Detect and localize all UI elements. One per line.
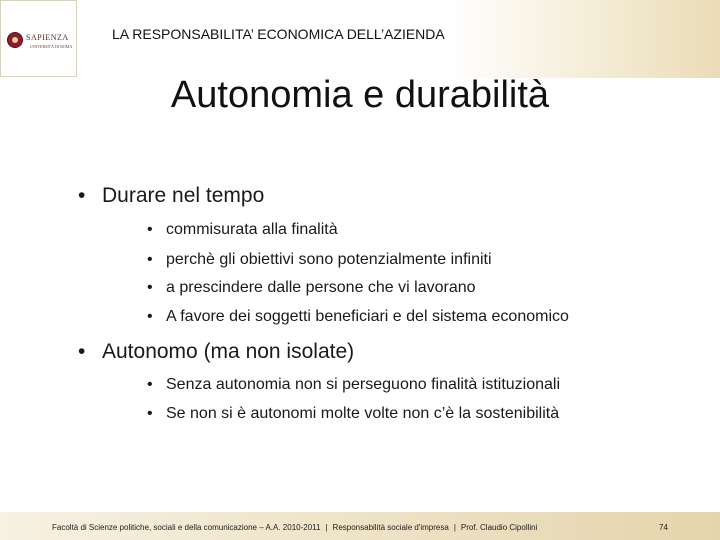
bullet-dot: • <box>147 405 153 422</box>
bullet-dot: • <box>147 279 153 296</box>
bullet-dot: • <box>78 184 86 207</box>
university-logo <box>0 0 77 77</box>
header-title: LA RESPONSABILITA’ ECONOMICA DELL’AZIENDA <box>112 26 445 42</box>
seal-icon <box>7 32 23 48</box>
sub-bullet-item <box>147 376 560 394</box>
bullet-item <box>78 340 354 364</box>
sub-bullet-text: commisurata alla finalità <box>166 221 338 238</box>
bullet-dot: • <box>147 376 153 393</box>
logo-subtitle: UNIVERSITÀ DI ROMA <box>30 44 73 49</box>
sub-bullet-item <box>147 405 559 423</box>
footer-faculty: Facoltà di Scienze politiche, sociali e della comunicazione – A.A. 2010-2011 <box>52 523 321 532</box>
slide-title: Autonomia e durabilità <box>170 74 550 116</box>
bullet-text: Durare nel tempo <box>102 184 265 207</box>
sub-bullet-text: a prescindere dalle persone che vi lavorano <box>166 279 476 296</box>
bullet-item <box>78 184 264 208</box>
bullet-dot: • <box>78 340 86 363</box>
sub-bullet-text: Se non si è autonomi molte volte non c’è la sostenibilità <box>166 405 560 422</box>
footer-professor: Prof. Claudio Cipollini <box>460 523 538 532</box>
sub-bullet-item <box>147 279 476 297</box>
sub-bullet-item <box>147 251 492 269</box>
footer-text <box>52 523 537 532</box>
footer-separator: | <box>325 523 328 532</box>
sub-bullet-item <box>147 308 569 326</box>
sub-bullet-text: Senza autonomia non si perseguono finalità istituzionali <box>166 376 561 393</box>
footer-separator: | <box>453 523 456 532</box>
page-number: 74 <box>659 523 668 532</box>
sub-bullet-item <box>147 221 338 239</box>
sub-bullet-text: A favore dei soggetti beneficiari e del sistema economico <box>166 308 569 325</box>
bullet-dot: • <box>147 251 153 268</box>
footer-course: Responsabilità sociale d'impresa <box>332 523 449 532</box>
bullet-text: Autonomo (ma non isolate) <box>102 340 355 363</box>
bullet-dot: • <box>147 221 153 238</box>
sub-bullet-text: perchè gli obiettivi sono potenzialmente infiniti <box>166 251 492 268</box>
logo-wordmark: SAPIENZA <box>26 33 69 42</box>
bullet-dot: • <box>147 308 153 325</box>
